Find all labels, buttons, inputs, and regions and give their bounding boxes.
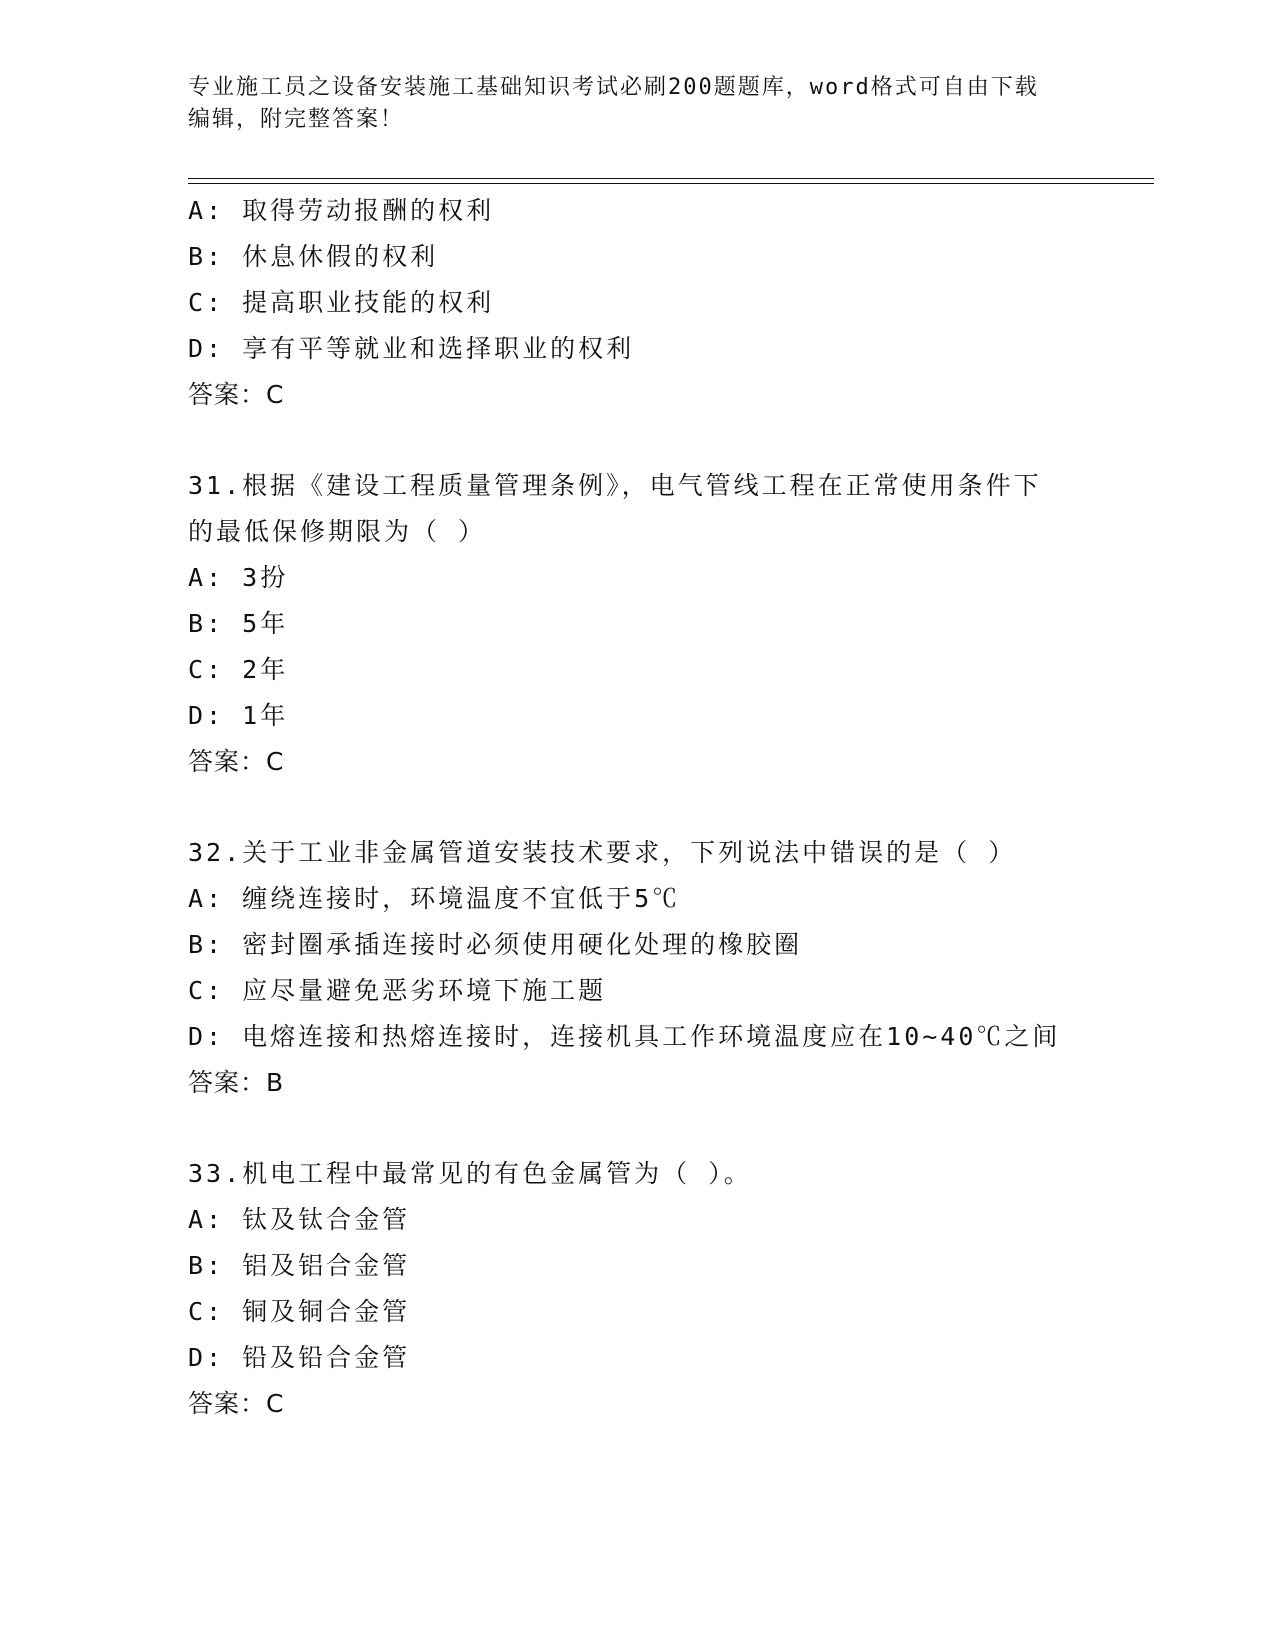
question-line: A: 钛及钛合金管 bbox=[188, 1205, 411, 1234]
document-header bbox=[188, 72, 1068, 136]
question-line: A: 取得劳动报酬的权利 bbox=[188, 196, 495, 225]
block-spacer bbox=[188, 1106, 1154, 1151]
question-line: C: 提高职业技能的权利 bbox=[188, 288, 495, 317]
question-line: C: 应尽量避免恶劣环境下施工题 bbox=[188, 976, 607, 1005]
header-divider-top bbox=[188, 178, 1154, 179]
question-line: B: 密封圈承插连接时必须使用硬化处理的橡胶圈 bbox=[188, 930, 803, 959]
question-block bbox=[188, 463, 1154, 785]
question-line: C: 2年 bbox=[188, 655, 289, 684]
question-line: B: 5年 bbox=[188, 609, 289, 638]
answer-line: 答案：C bbox=[188, 1389, 285, 1418]
question-line: 31.根据《建设工程质量管理条例》，电气管线工程在正常使用条件下 bbox=[188, 471, 1042, 500]
question-line: D: 电熔连接和热熔连接时，连接机具工作环境温度应在10~40℃之间 bbox=[188, 1022, 1061, 1051]
header-divider-bottom bbox=[188, 183, 1154, 184]
block-spacer bbox=[188, 785, 1154, 830]
question-block bbox=[188, 188, 1154, 418]
header-title-line-1: 专业施工员之设备安装施工基础知识考试必刷200题题库，word格式可自由下载 bbox=[188, 75, 1039, 100]
question-line: B: 铝及铝合金管 bbox=[188, 1251, 411, 1280]
question-block bbox=[188, 830, 1154, 1106]
question-block bbox=[188, 1151, 1154, 1427]
answer-line: 答案：B bbox=[188, 1068, 285, 1097]
question-line: D: 享有平等就业和选择职业的权利 bbox=[188, 334, 635, 363]
question-line: C: 铜及铜合金管 bbox=[188, 1297, 411, 1326]
question-line: 的最低保修期限为（ ） bbox=[188, 517, 487, 546]
answer-line: 答案：C bbox=[188, 747, 285, 776]
question-line: 32.关于工业非金属管道安装技术要求，下列说法中错误的是（ ） bbox=[188, 838, 1017, 867]
question-line: D: 铅及铅合金管 bbox=[188, 1343, 411, 1372]
answer-line: 答案：C bbox=[188, 380, 285, 409]
header-title-line-2: 编辑，附完整答案！ bbox=[188, 107, 405, 132]
block-spacer bbox=[188, 418, 1154, 463]
question-line: A: 缠绕连接时，环境温度不宜低于5℃ bbox=[188, 884, 681, 913]
question-line: 33.机电工程中最常见的有色金属管为（ ）。 bbox=[188, 1159, 752, 1188]
question-line: A: 3扮 bbox=[188, 563, 289, 592]
question-line: B: 休息休假的权利 bbox=[188, 242, 439, 271]
question-list bbox=[188, 188, 1154, 1427]
question-line: D: 1年 bbox=[188, 701, 289, 730]
